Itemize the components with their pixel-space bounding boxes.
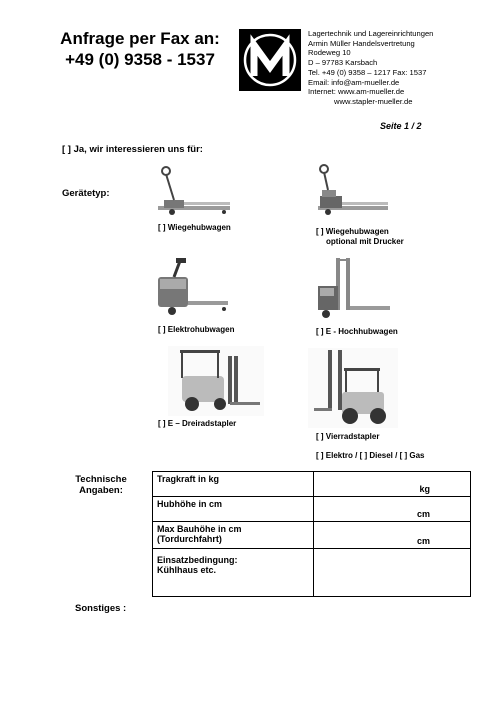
device-option-wiegehubwagen-drucker[interactable]: [ ] Wiegehubwagen	[316, 227, 389, 236]
table-row	[153, 497, 471, 522]
interest-checkbox-line[interactable]: [ ] Ja, wir interessieren uns für:	[62, 144, 203, 155]
m-logo-icon	[239, 29, 301, 91]
company-logo	[239, 29, 301, 91]
three-wheel-forklift-image	[168, 346, 264, 416]
spec-label: Tragkraft in kg	[153, 472, 314, 497]
table-row	[153, 522, 471, 549]
spec-label: Einsatzbedingung: Kühlhaus etc.	[153, 549, 314, 597]
device-option-printer-note: optional mit Drucker	[326, 237, 404, 246]
pallet-truck-scale-image	[152, 162, 234, 220]
high-lift-truck-image	[310, 256, 395, 321]
table-row	[153, 472, 471, 497]
electric-pallet-truck-image	[150, 257, 232, 319]
company-line: Tel. +49 (0) 9358 – 1217 Fax: 1537	[308, 67, 427, 77]
company-line: Rodeweg 10	[308, 48, 351, 58]
company-line: Internet: www.am-mueller.de	[308, 87, 405, 97]
company-line: Email: info@am-mueller.de	[308, 77, 400, 87]
spec-input-hubhoehe[interactable]: cm	[314, 497, 471, 522]
device-option-elektrohubwagen[interactable]: [ ] Elektrohubwagen	[158, 325, 235, 334]
company-line: www.stapler-mueller.de	[334, 96, 413, 106]
device-option-e-dreiradstapler[interactable]: [ ] E – Dreiradstapler	[158, 419, 237, 428]
company-line: D – 97783 Karsbach	[308, 58, 378, 68]
drive-type-options[interactable]: [ ] Elektro / [ ] Diesel / [ ] Gas	[316, 451, 425, 460]
pallet-truck-printer-image	[310, 162, 392, 220]
page-number: Seite 1 / 2	[380, 121, 422, 131]
four-wheel-forklift-image	[308, 348, 398, 428]
device-type-label: Gerätetyp:	[62, 188, 110, 199]
technical-details-table	[152, 471, 471, 597]
spec-input-bauhoehe[interactable]: cm	[314, 522, 471, 549]
fax-heading	[40, 28, 240, 70]
tech-label-line1: Technische	[75, 474, 127, 485]
spec-input-tragkraft[interactable]: kg	[314, 472, 471, 497]
fax-number: +49 (0) 9358 - 1537	[65, 50, 215, 69]
fax-heading-line1: Anfrage per Fax an:	[60, 29, 220, 48]
device-option-wiegehubwagen[interactable]: [ ] Wiegehubwagen	[158, 223, 231, 232]
company-address-block	[308, 29, 493, 107]
spec-label: Max Bauhöhe in cm (Tordurchfahrt)	[153, 522, 314, 549]
spec-input-einsatz[interactable]	[314, 549, 471, 597]
tech-label-line2: Angaben:	[79, 485, 123, 496]
device-option-vierradstapler[interactable]: [ ] Vierradstapler	[316, 432, 380, 441]
device-option-e-hochhubwagen[interactable]: [ ] E - Hochhubwagen	[316, 327, 398, 336]
other-label: Sonstiges :	[75, 603, 127, 614]
company-line: Armin Müller Handelsvertretung	[308, 38, 415, 48]
spec-label: Hubhöhe in cm	[153, 497, 314, 522]
technical-details-label	[56, 474, 146, 496]
table-row	[153, 549, 471, 597]
company-line: Lagertechnik und Lagereinrichtungen	[308, 29, 434, 38]
